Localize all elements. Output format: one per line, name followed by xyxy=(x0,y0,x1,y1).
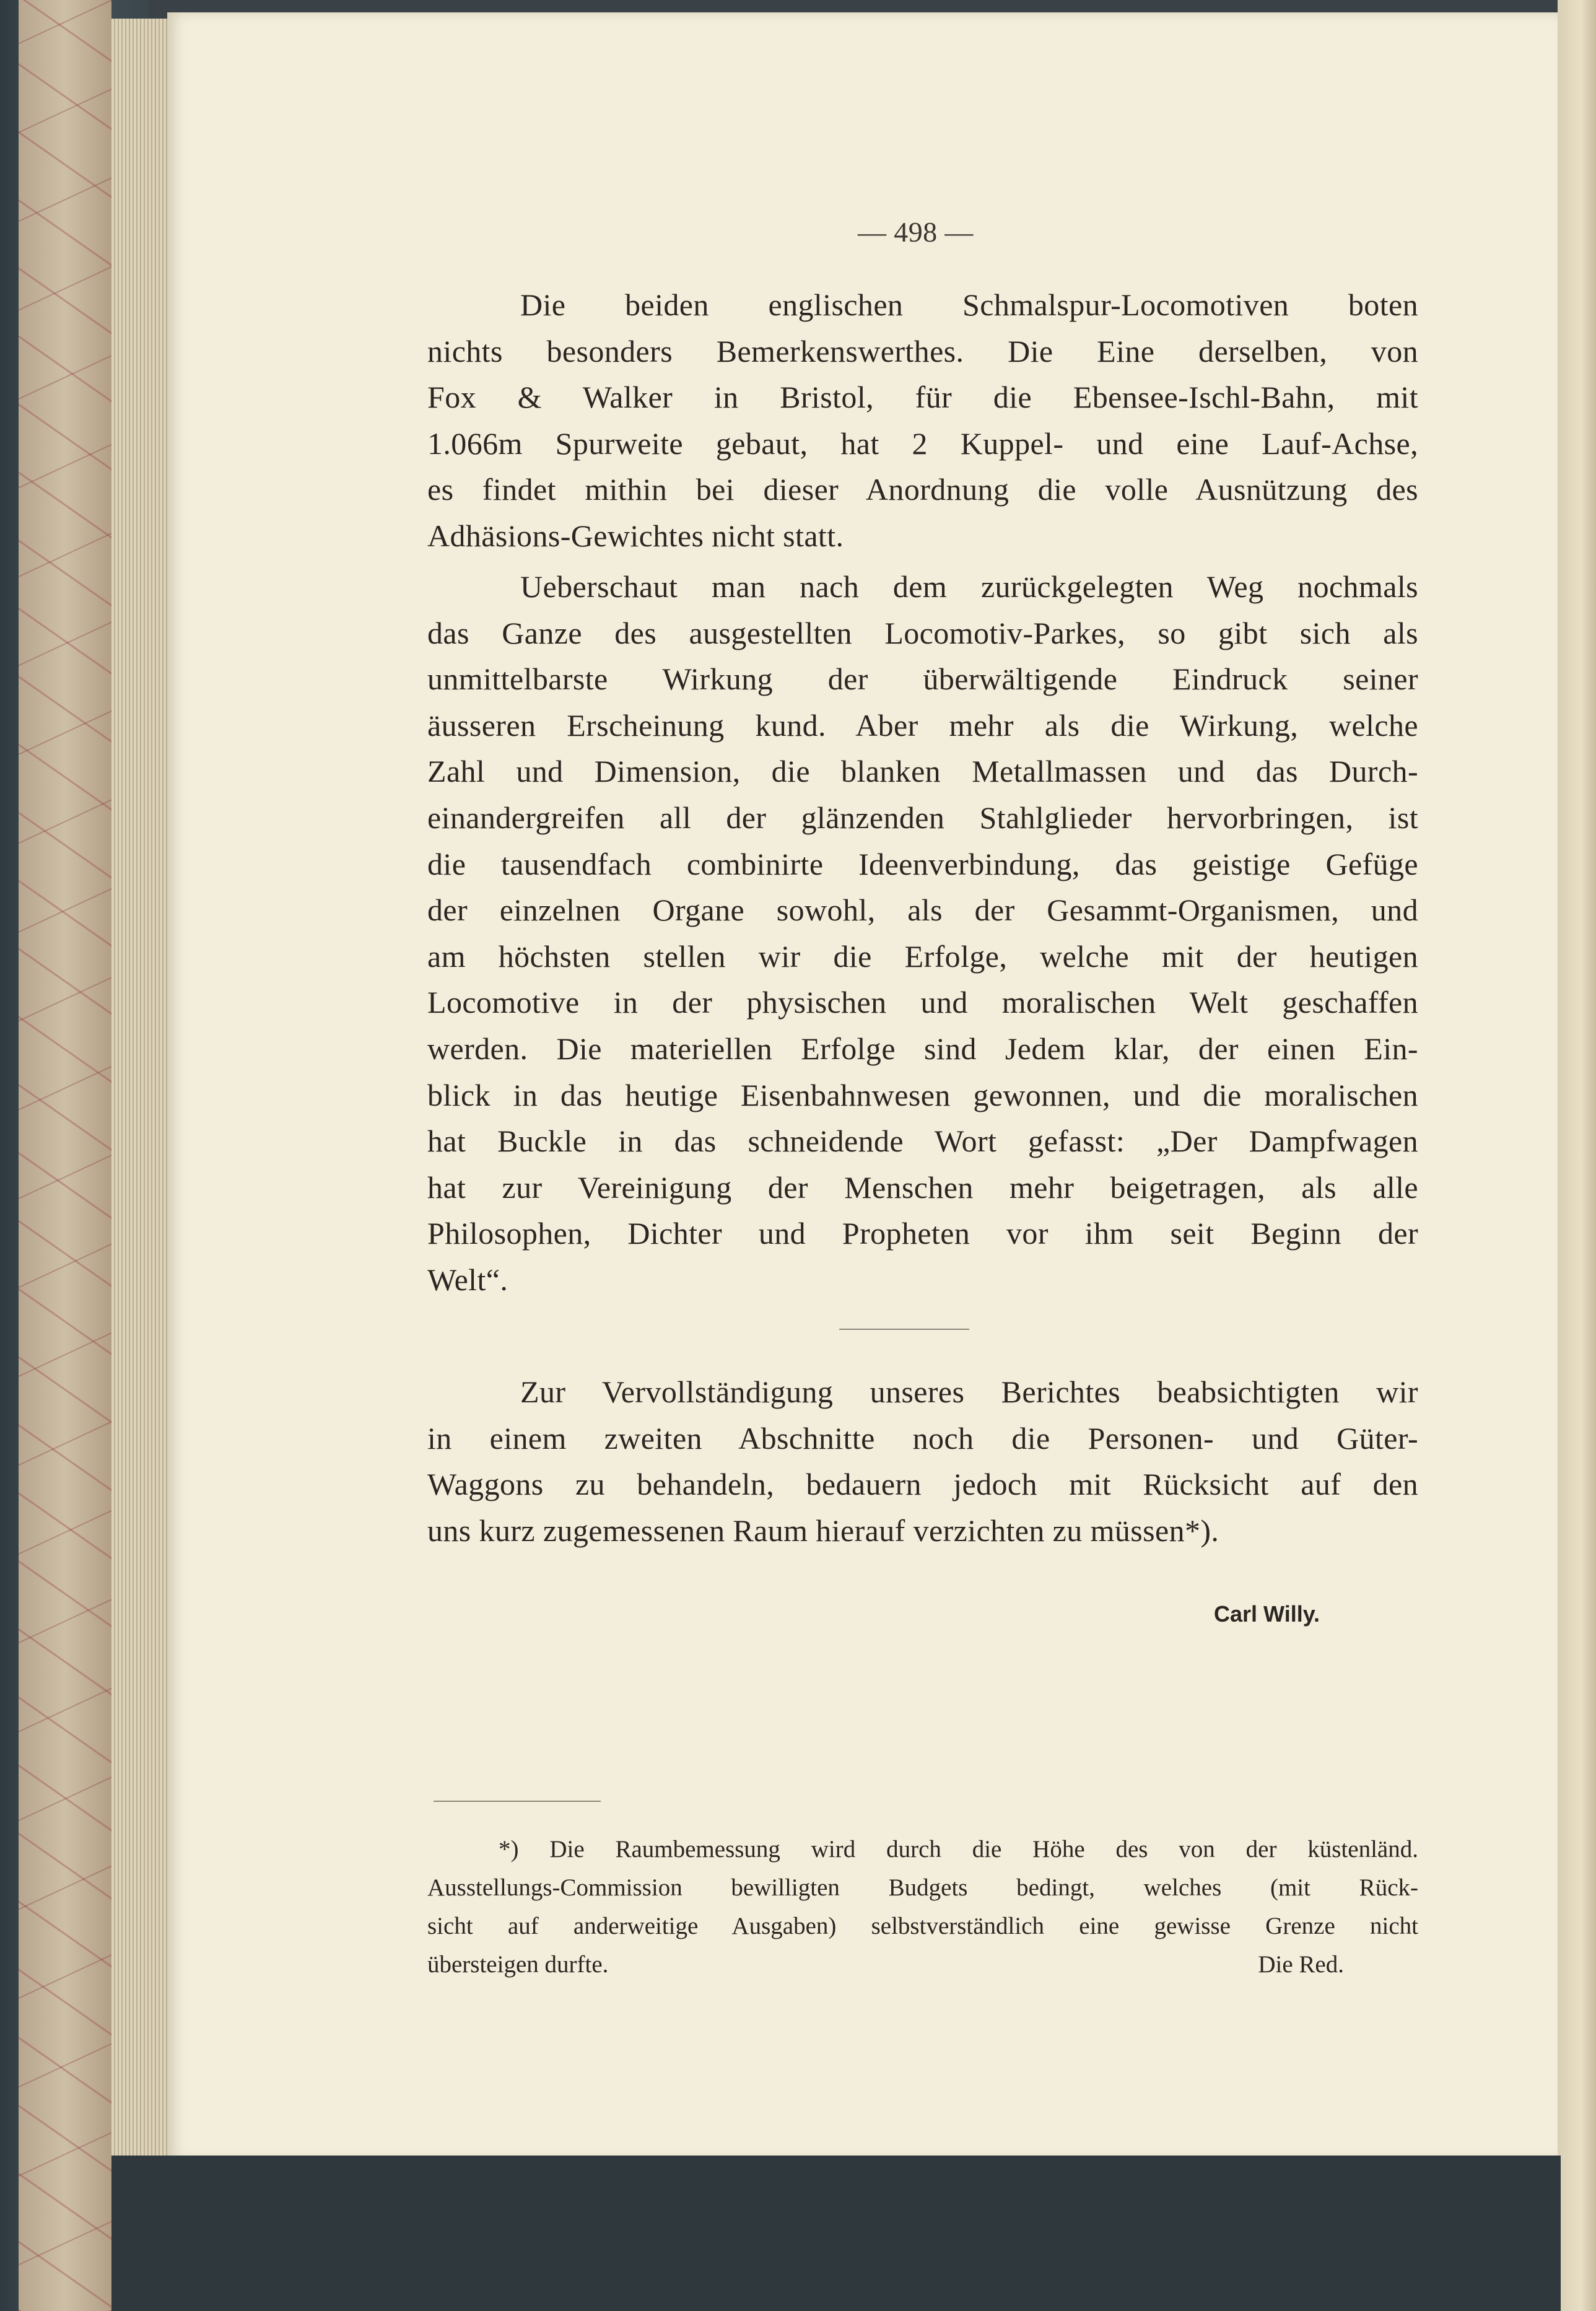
paragraph-line: das Ganze des ausgestellten Locomotiv-Parkes, so gibt sich als xyxy=(427,615,1418,650)
paragraph-line: die tausendfach combinirte Ideenverbindung, das geistige Gefüge xyxy=(427,846,1418,881)
author-signature: Carl Willy. xyxy=(1214,1601,1320,1627)
paragraph-line: Welt“. xyxy=(427,1262,508,1297)
paragraph-line: Zahl und Dimension, die blanken Metallmassen und das Durch- xyxy=(427,754,1418,789)
paragraph-line: einandergreifen all der glänzenden Stahlglieder hervorbringen, ist xyxy=(427,800,1418,835)
paragraph-line: werden. Die materiellen Erfolge sind Jedem klar, der einen Ein- xyxy=(427,1031,1418,1066)
footnote-line: *) Die Raumbemessung wird durch die Höhe des von der küstenländ. xyxy=(499,1836,1418,1863)
paragraph-line: am höchsten stellen wir die Erfolge, welche mit der heutigen xyxy=(427,938,1418,974)
paragraph-line: unmittelbarste Wirkung der überwältigende Eindruck seiner xyxy=(427,662,1418,697)
paragraph-line: der einzelnen Organe sowohl, als der Gesammt-Organismen, und xyxy=(427,893,1418,928)
paragraph-2 xyxy=(427,564,1418,1303)
paragraph-line: 1.066m Spurweite gebaut, hat 2 Kuppel- und eine Lauf-Achse, xyxy=(427,426,1418,461)
paragraph-line: Die beiden englischen Schmalspur-Locomotiven boten xyxy=(520,287,1418,322)
paragraph-line: blick in das heutige Eisenbahnwesen gewonnen, und die moralischen xyxy=(427,1077,1418,1112)
paragraph-line: uns kurz zugemessenen Raum hierauf verzichten zu müssen*). xyxy=(427,1513,1219,1548)
paragraph-line: in einem zweiten Abschnitte noch die Personen- und Güter- xyxy=(427,1420,1418,1456)
section-divider xyxy=(839,1329,969,1330)
marbled-endpaper xyxy=(19,0,111,2311)
footnote-line: Ausstellungs-Commission bewilligten Budgets bedingt, welches (mit Rück- xyxy=(427,1874,1418,1901)
editor-note: Die Red. xyxy=(1258,1951,1344,1978)
paragraph-line: Waggons zu behandeln, bedauern jedoch mit Rücksicht auf den xyxy=(427,1467,1418,1502)
paragraph-3 xyxy=(427,1369,1418,1553)
paragraph-line: Locomotive in der physischen und moralischen Welt geschaffen xyxy=(427,985,1418,1020)
paragraph-line: äusseren Erscheinung kund. Aber mehr als die Wirkung, welche xyxy=(427,707,1418,743)
footnote xyxy=(427,1830,1418,1984)
footnote-line-last xyxy=(427,1946,1418,1984)
page-edges xyxy=(111,19,173,2156)
paragraph-line: Zur Vervollständigung unseres Berichtes beabsichtigten wir xyxy=(520,1374,1418,1409)
footnote-divider xyxy=(434,1801,601,1802)
paragraph-line: Ueberschaut man nach dem zurückgelegten Weg nochmals xyxy=(520,569,1418,604)
book-shadow xyxy=(111,2156,1561,2311)
paragraph-line: Philosophen, Dichter und Propheten vor ihm seit Beginn der xyxy=(427,1216,1418,1251)
footnote-line: sicht auf anderweitige Ausgaben) selbstverständlich eine gewisse Grenze nicht xyxy=(427,1913,1418,1939)
paragraph-line: hat Buckle in das schneidende Wort gefasst: „Der Dampfwagen xyxy=(427,1124,1418,1159)
page-number: — 498 — xyxy=(858,216,974,248)
facing-page-edge xyxy=(1558,0,1596,2311)
paragraph-line: Adhäsions-Gewichtes nicht statt. xyxy=(427,518,844,553)
paragraph-line: Fox & Walker in Bristol, für die Ebensee-Ischl-Bahn, mit xyxy=(427,380,1418,415)
footnote-line: übersteigen durfte. xyxy=(427,1951,609,1978)
paragraph-line: hat zur Vereinigung der Menschen mehr beigetragen, als alle xyxy=(427,1169,1418,1205)
paragraph-line: nichts besonders Bemerkenswerthes. Die Eine derselben, von xyxy=(427,333,1418,369)
paragraph-line: es findet mithin bei dieser Anordnung die volle Ausnützung des xyxy=(427,472,1418,507)
paragraph-1 xyxy=(427,282,1418,559)
